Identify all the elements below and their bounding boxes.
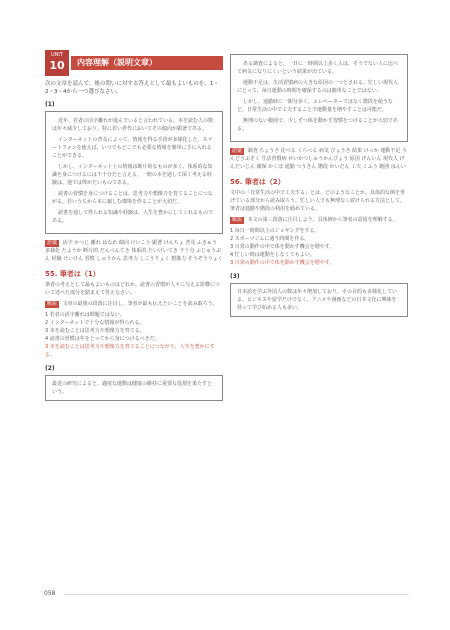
passage-box-2 bbox=[45, 375, 223, 401]
right-column bbox=[230, 54, 408, 317]
answer-option: 1 毎日一時間以上のジョギングをする。 bbox=[230, 228, 320, 234]
passage-paragraph: 運動不足は、生活習慣病の大きな原因の一つとされる。忙しい現代人にとって、毎日運動の時間を確保するのは簡単なことではない。 bbox=[237, 80, 399, 94]
answer-option: 2 インターネットで十分な情報が得られる。 bbox=[45, 320, 145, 326]
page-number: 058 bbox=[44, 590, 56, 597]
passage-paragraph: インターネットの普及によって、情報を得る手段が多様化した。スマートフォンを使えば、いつでもどこでも必要な情報を簡単に手に入れることができる。 bbox=[52, 137, 213, 159]
correct-answer: 3 日常の動作の中で体を動かす機会を増やす。 bbox=[230, 260, 335, 266]
answer-option: 4 忙しい時は運動をしなくてもよい。 bbox=[230, 252, 315, 258]
unit-title: 内容理解（説明文章） bbox=[71, 56, 223, 70]
passage-box-continued bbox=[230, 54, 408, 142]
answer-options bbox=[230, 227, 408, 267]
hint-tag: 解説 bbox=[232, 217, 243, 223]
passage-paragraph: 読書を通して得られる知識や経験は、人生を豊かにしてくれるものである。 bbox=[52, 210, 214, 224]
passage-paragraph: 読書の習慣を身につけることは、思考力や想像力を育てることにつながる。若いうちから本に親しむ環境を作ることが大切だ。 bbox=[52, 191, 213, 205]
hint-text: 文章の最後の段落に注目し、筆者が最も伝えたいことを読み取ろう。 bbox=[62, 301, 218, 307]
unit-header bbox=[45, 54, 223, 76]
passage-paragraph: 近年、若者の活字離れが進んでいると言われている。本を読む人の数は年々減少しており、特に若い世代においてその傾向が顕著である。 bbox=[52, 118, 214, 132]
passage-paragraph: しかし、インターネット上の情報は断片的なものが多く、体系的な知識を身につけるには不十分だと言える。一冊の本を通して深く考える経験は、他では得がたいものである。 bbox=[52, 164, 213, 186]
answer-option: 3 日常の動作の中で体を動かす機会を増やす。 bbox=[230, 244, 335, 250]
passage-text: 日本語を学ぶ外国人の数は年々増加しており、その目的も多様化している。ビジネスや留学だけでなく、アニメや漫画などの日本文化に興味を持って学び始める人も多い。 bbox=[237, 289, 398, 311]
answer-options bbox=[45, 311, 223, 359]
unit-badge-label: UNIT bbox=[51, 52, 63, 58]
question-title: 55. 筆者は（1） bbox=[45, 270, 100, 278]
question-title: 56. 筆者は（2） bbox=[230, 178, 285, 186]
hint-tag: 解説 bbox=[47, 301, 58, 307]
vocab-text: 活字 かつじ 離れ はなれ 傾向 けいこう 顕著 けんちょ 普及 ふきゅう 多様化 たようか 断片的 だんぺんてき 体系的 たいけいてき 不十分 ふじゅうぶん 経験 けいけん 習慣 しゅうかん 思考力 しこうりょく 想像力 そうぞうりょく bbox=[45, 240, 223, 262]
passage-paragraph: しかし、通勤時に一駅分歩く、エレベーターではなく階段を使うなど、日常生活の中で工夫することで運動量を増やすことは可能だ。 bbox=[237, 99, 393, 113]
answer-option: 3 本を読むことは思考力や想像力を育てる。 bbox=[45, 328, 145, 334]
passage-text: 最近の研究によると、適度な運動は健康の維持に重要な役割を果たすという。 bbox=[52, 381, 213, 395]
vocab-text: 調査 ちょうさ 比べる くらべる 病気 びょうき 結果 けっか 運動不足 うんどうぶそく 生活習慣病 せいかつしゅうかんびょう 原因 げんいん 現代人 げんだいじん 確保 かくほ 通勤 つうきん 階段 かいだん 工夫 くふう 範囲 はんい bbox=[230, 148, 407, 170]
question-text: 文中の「日常生活の中で工夫する」とは、どのようなことか。具体的な例を挙げている部分から読み取ろう。忙しい人でも無理なく続けられる方法として、筆者は通勤や階段の利用を勧めている。 bbox=[230, 190, 406, 212]
passage-box-3 bbox=[230, 283, 408, 317]
left-column bbox=[45, 54, 223, 401]
answer-option: 1 若者の活字離れは問題ではない。 bbox=[45, 312, 125, 318]
footer-divider bbox=[64, 594, 409, 595]
question-hint bbox=[230, 216, 408, 224]
question-hint bbox=[45, 300, 223, 308]
vocabulary-list bbox=[230, 147, 408, 171]
answer-option: 2 スポーツジムに通う時間を作る。 bbox=[230, 236, 310, 242]
section-label-2: (2) bbox=[45, 365, 55, 372]
vocabulary-list bbox=[45, 239, 223, 263]
hint-text: 本文の第三段落に注目しよう。具体例から筆者の意図を理解する。 bbox=[247, 217, 398, 223]
instructions: 次の文章を読んで、後の問いに対する答えとして最もよいものを、1・2・3・4から一つ選びなさい。 bbox=[45, 81, 219, 95]
passage-box-1 bbox=[45, 111, 223, 234]
section-label-3: (3) bbox=[230, 273, 240, 280]
vocab-tag: 語彙 bbox=[47, 240, 58, 246]
unit-number: 10 bbox=[49, 59, 65, 72]
passage-paragraph: ある調査によると、一日に一時間以上歩く人は、そうでない人に比べて病気になりにくいという結果が出ている。 bbox=[237, 61, 399, 75]
section-label-1: (1) bbox=[45, 101, 55, 108]
unit-badge bbox=[45, 50, 69, 76]
correct-answer: 3 本を読むことは思考力や想像力を育てることにつながり、人生を豊かにする。 bbox=[45, 344, 215, 358]
vocab-tag: 語彙 bbox=[232, 148, 243, 154]
passage-paragraph: 無理のない範囲で、少しずつ体を動かす習慣をつけることが大切である。 bbox=[237, 118, 398, 132]
question-text: 筆者の考えとして最もよいものはどれか。読書の習慣が人々に与える影響について述べた部分を踏まえて答えなさい。 bbox=[45, 282, 220, 296]
answer-option: 4 読書の習慣は年をとってから身につけるべきだ。 bbox=[45, 336, 160, 342]
